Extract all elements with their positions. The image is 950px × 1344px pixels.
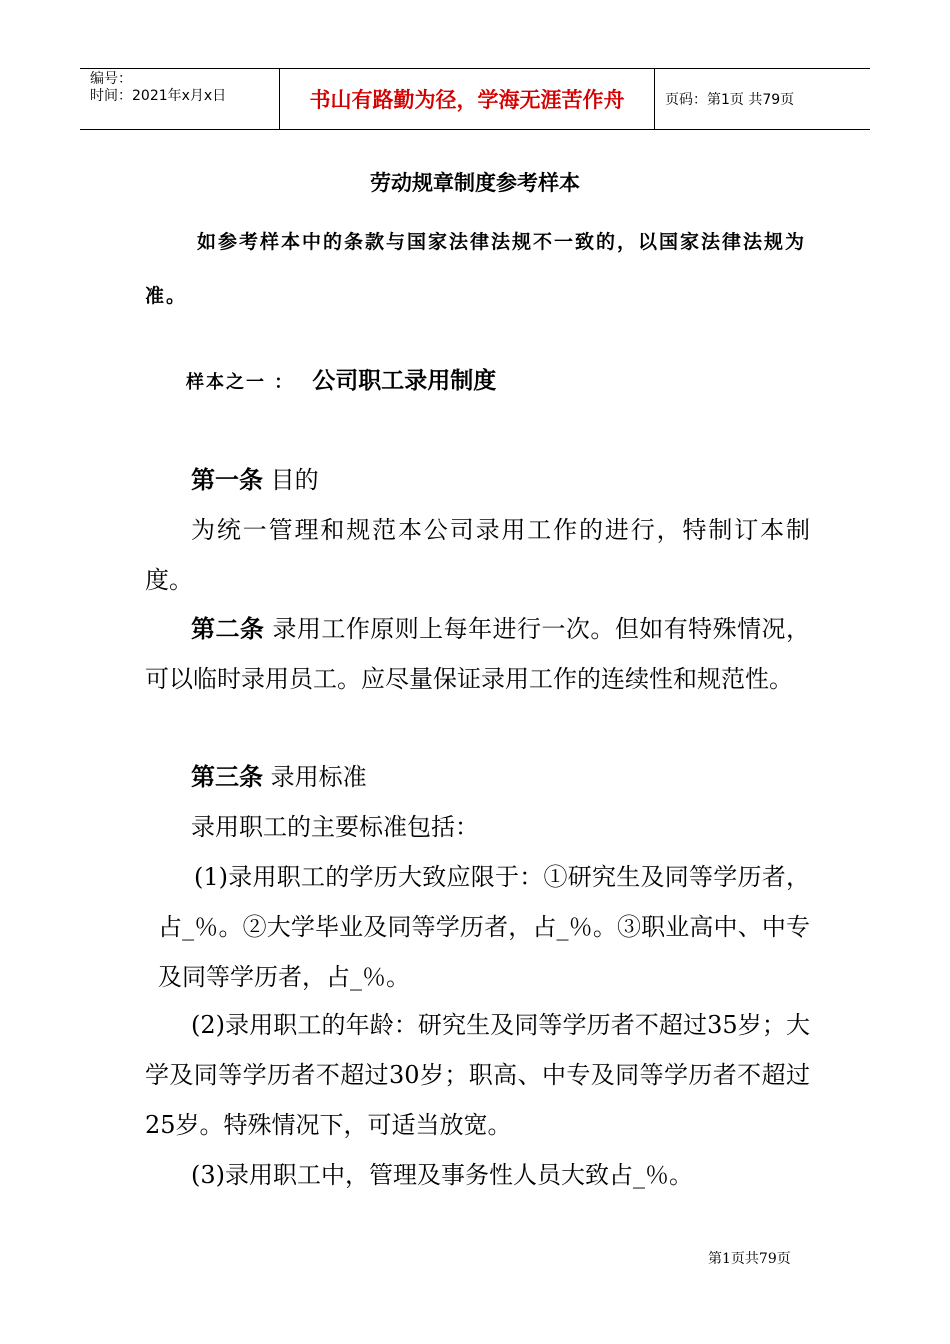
article-1-heading bbox=[145, 455, 810, 505]
article-1-number: 第一条 bbox=[191, 466, 263, 494]
article-3-item-1: (1)录用职工的学历大致应限于：①研究生及同等学历者，占_％。②大学毕业及同等学历者，占_％。③职业高中、中专及同等学历者，占_％。 bbox=[158, 863, 810, 991]
article-2 bbox=[145, 604, 810, 704]
article-3-heading bbox=[145, 752, 810, 802]
doc-time-label: 时间：2021年x月x日 bbox=[90, 88, 227, 104]
article-1-title: 目的 bbox=[263, 466, 319, 494]
article-3-number: 第三条 bbox=[191, 763, 263, 791]
header-meta bbox=[80, 69, 280, 129]
article-2-number: 第二条 bbox=[191, 615, 265, 643]
article-1-body: 为统一管理和规范本公司录用工作的进行，特制订本制度。 bbox=[145, 516, 810, 594]
sample-title: 公司职工录用制度 bbox=[312, 368, 497, 394]
header-page-number: 页码：第1页 共79页 bbox=[665, 92, 795, 108]
sample-heading bbox=[186, 362, 496, 395]
legal-notice: 如参考样本中的条款与国家法律法规不一致的，以国家法律法规为准。 bbox=[145, 231, 807, 307]
document-title: 劳动规章制度参考样本 bbox=[370, 171, 580, 195]
doc-number-label: 编号： bbox=[90, 71, 132, 87]
article-3-item-2: (2)录用职工的年龄：研究生及同等学历者不超过35岁；大学及同等学历者不超过30岁；职高、中专及同等学历者不超过25岁。特殊情况下，可适当放宽。 bbox=[145, 1011, 810, 1139]
article-3-title: 录用标准 bbox=[263, 763, 367, 791]
header-motto: 书山有路勤为径，学海无涯苦作舟 bbox=[280, 69, 655, 129]
article-3-intro: 录用职工的主要标准包括： bbox=[191, 813, 479, 841]
sample-number: 样本之一 ： bbox=[186, 372, 295, 393]
page-footer: 第1页共79页 bbox=[708, 1251, 791, 1267]
article-2-body: 录用工作原则上每年进行一次。但如有特殊情况，可以临时录用员工。应尽量保证录用工作的连续性和规范性。 bbox=[145, 615, 810, 693]
page-header bbox=[80, 68, 870, 130]
article-3-item-3: (3)录用职工中，管理及事务性人员大致占_％。 bbox=[191, 1161, 693, 1189]
